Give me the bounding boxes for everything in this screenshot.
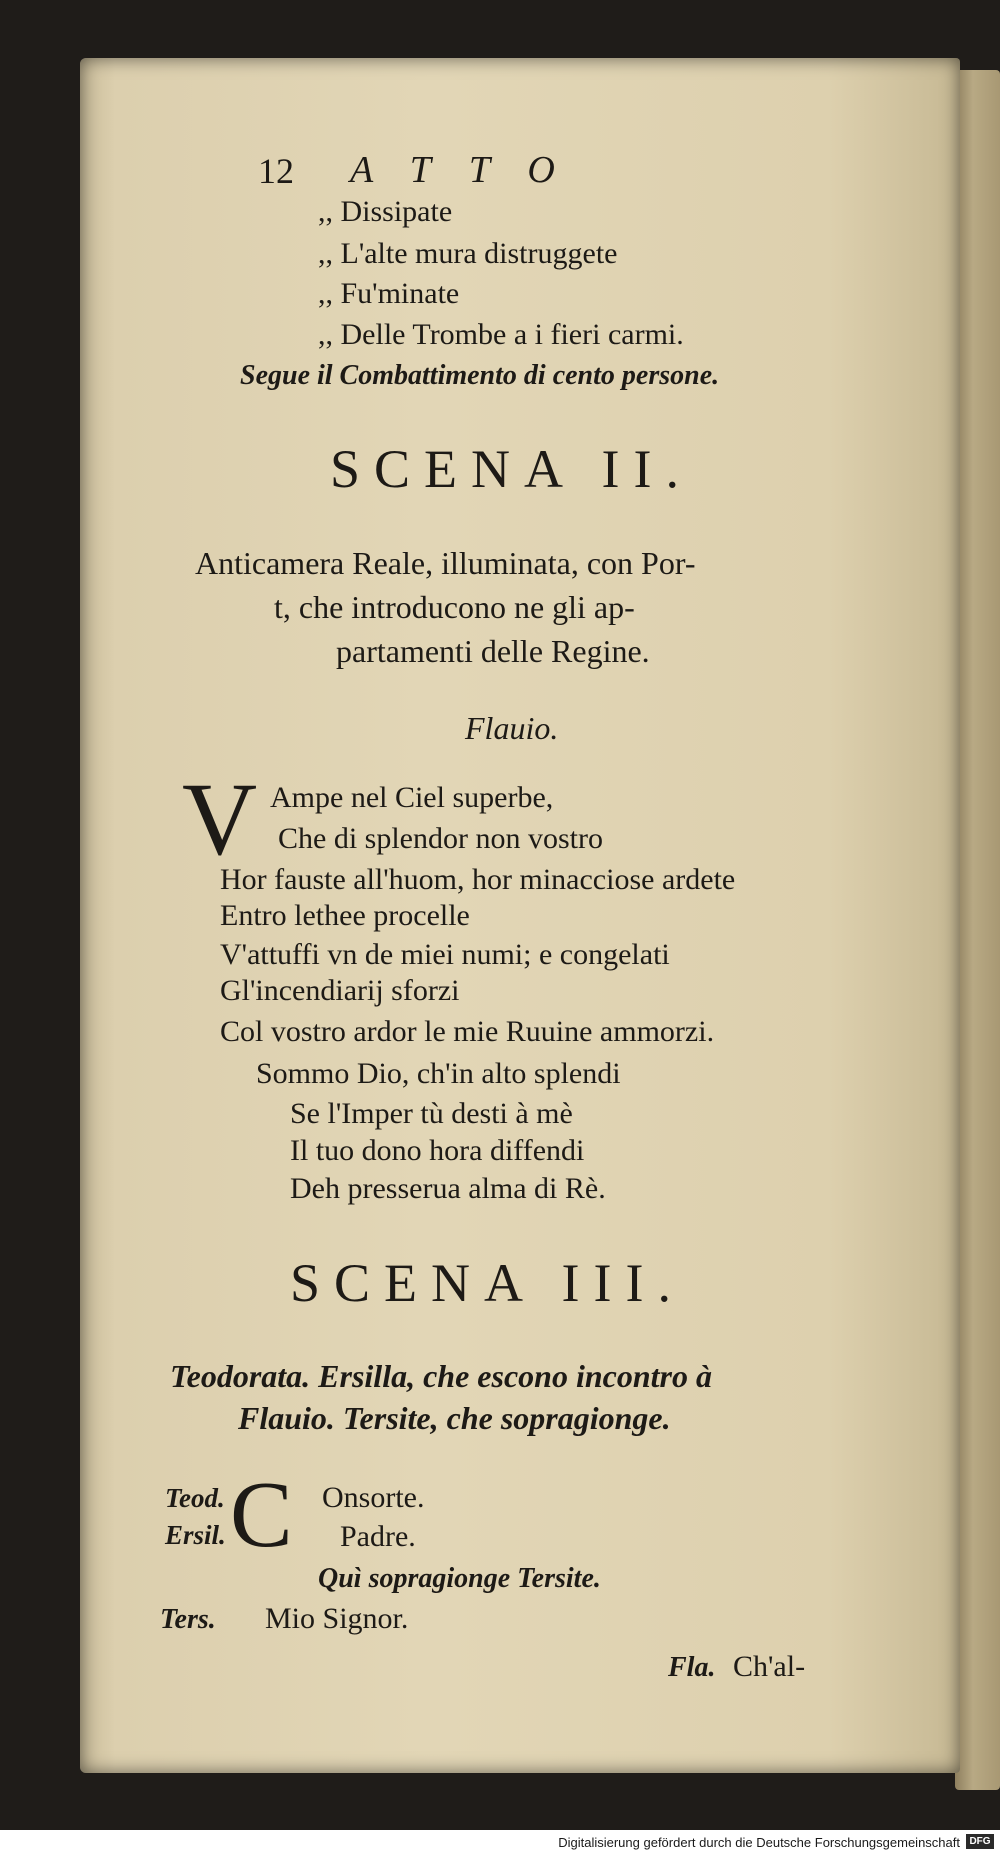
verse-line: Il tuo dono hora diffendi bbox=[290, 1134, 585, 1167]
opening-verse: ,, Dissipate bbox=[318, 195, 453, 228]
verse-line: Hor fauste all'huom, hor minacciose ardete bbox=[220, 863, 736, 896]
footer-bar bbox=[0, 1830, 1000, 1855]
dialogue-line: Padre. bbox=[340, 1520, 416, 1553]
opening-verse: ,, Delle Trombe a i fieri carmi. bbox=[318, 318, 684, 351]
speaker-abbrev: Ersil. bbox=[165, 1520, 226, 1550]
page-number: 12 bbox=[258, 151, 294, 191]
verse-line: Deh presserua alma di Rè. bbox=[290, 1172, 606, 1205]
dfg-logo: DFG bbox=[966, 1834, 994, 1849]
dialogue-line: Onsorte. bbox=[322, 1481, 425, 1514]
scene-setting-line: Anticamera Reale, illuminata, con Por- bbox=[195, 545, 696, 581]
verse-line: Entro lethee procelle bbox=[220, 899, 470, 932]
stage-direction: Segue il Combattimento di cento persone. bbox=[240, 360, 720, 391]
stage-direction: Quì sopragionge Tersite. bbox=[318, 1563, 601, 1594]
drop-cap: C bbox=[230, 1463, 293, 1567]
running-head: ATTO bbox=[350, 149, 593, 191]
speaker-name: Flauio. bbox=[465, 710, 559, 746]
next-page-edge bbox=[955, 70, 1000, 1790]
verse-line: Che di splendor non vostro bbox=[278, 822, 603, 855]
scene-setting-line: Flauio. Tersite, che sopragionge. bbox=[238, 1400, 671, 1436]
verse-line: Ampe nel Ciel superbe, bbox=[270, 781, 554, 814]
catchword: Ch'al- bbox=[733, 1650, 806, 1683]
opening-verse: ,, Fu'minate bbox=[318, 277, 460, 310]
scene-setting-line: Teodorata. Ersilla, che escono incontro à bbox=[170, 1358, 712, 1394]
verse-line: Col vostro ardor le mie Ruuine ammorzi. bbox=[220, 1015, 715, 1048]
footer-credit: Digitalisierung gefördert durch die Deutsche Forschungsgemeinschaft bbox=[558, 1835, 960, 1850]
speaker-abbrev: Ters. bbox=[160, 1604, 216, 1635]
scene-title: SCENA II. bbox=[330, 439, 694, 499]
speaker-abbrev: Fla. bbox=[668, 1652, 716, 1683]
scene-setting-line: partamenti delle Regine. bbox=[336, 633, 650, 669]
verse-line: Sommo Dio, ch'in alto splendi bbox=[256, 1057, 621, 1090]
opening-verse: ,, L'alte mura distruggete bbox=[318, 237, 618, 270]
verse-line: Gl'incendiarij sforzi bbox=[220, 974, 460, 1007]
drop-cap: V bbox=[182, 762, 258, 877]
scene-title: SCENA III. bbox=[290, 1253, 685, 1313]
dialogue-line: Mio Signor. bbox=[265, 1602, 409, 1635]
verse-line: Se l'Imper tù desti à mè bbox=[290, 1097, 573, 1130]
scene-setting-line: t, che introducono ne gli ap- bbox=[274, 589, 635, 625]
speaker-abbrev: Teod. bbox=[165, 1483, 225, 1513]
book-page bbox=[80, 58, 960, 1773]
verse-line: V'attuffi vn de miei numi; e congelati bbox=[220, 938, 670, 971]
